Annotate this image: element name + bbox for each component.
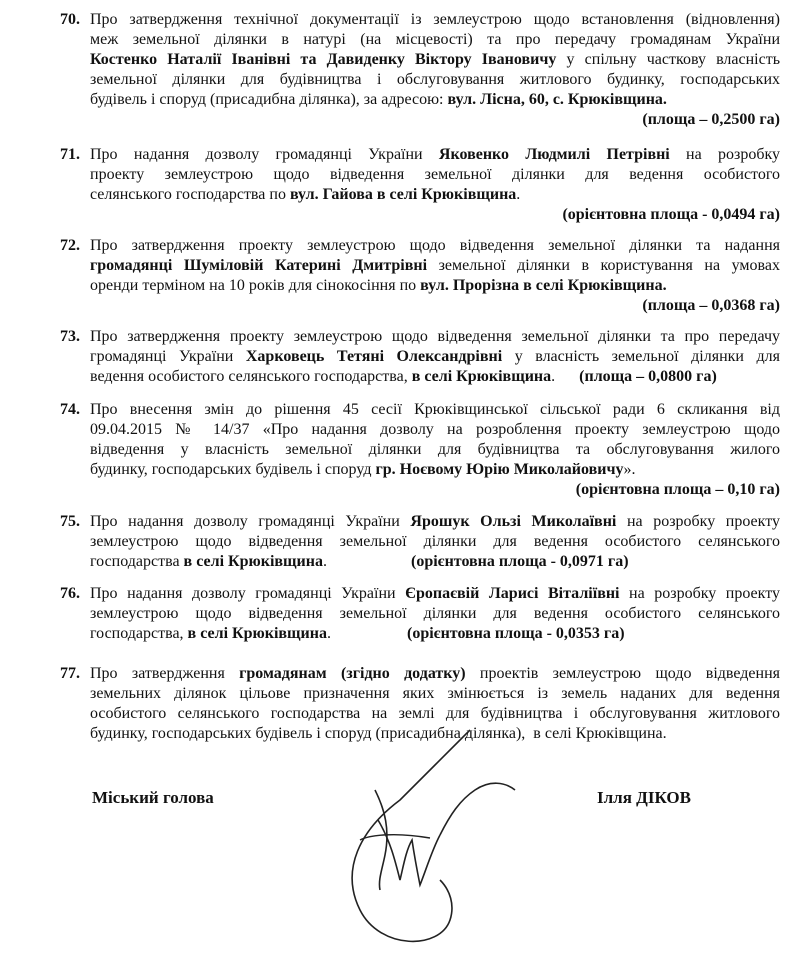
item-text-line	[60, 512, 780, 532]
item-text-line	[60, 684, 780, 704]
item-text-line	[60, 552, 780, 572]
bold-text: в селі Крюківщина	[411, 368, 552, 385]
area-value: (орієнтовна площа – 0,10 га)	[575, 481, 780, 498]
item-text-line	[60, 70, 780, 90]
item-text-line	[60, 532, 780, 552]
item-text-line	[60, 276, 780, 296]
text: на розробку проекту	[619, 585, 781, 602]
item-text-line	[60, 400, 780, 420]
item-text-line	[60, 30, 780, 50]
text: Про надання дозволу громадянці України	[90, 513, 411, 530]
bold-text: (площа – 0,0800 га)	[579, 368, 717, 385]
item-text-line	[60, 367, 780, 387]
text: Про затвердження	[90, 665, 240, 682]
item-number: 70.	[60, 11, 80, 28]
decision-item	[60, 145, 780, 225]
text: .	[322, 553, 411, 570]
bold-text: громадянці Шуміловій Катерині Дмитрівні	[90, 257, 428, 274]
text: земельних ділянок цільове призначення яких змінюється із земель наданих для ведення	[90, 685, 780, 702]
text: меж земельної ділянки в натурі (на місцевості) та про передачу громадянам України	[90, 31, 780, 48]
text: Про внесення змін до рішення 45 сесії Крюківщинської сільської ради 6 скликання від	[90, 401, 780, 418]
text: на розробку проекту	[616, 513, 781, 530]
text: Про затвердження технічної документації із землеустрою щодо встановлення (відновлення)	[90, 11, 780, 28]
signatory-position: Міський голова	[92, 788, 214, 807]
item-text-line	[60, 327, 780, 347]
item-number: 72.	[60, 237, 80, 254]
decision-item	[60, 512, 780, 572]
text: оренди терміном на 10 років для сінокосіння по	[90, 277, 421, 294]
decision-item	[60, 327, 780, 387]
text: у власність земельної ділянки для	[502, 348, 780, 365]
text: будинку, господарських будівель і споруд (присадибна ділянка), в селі Крюківщина.	[90, 725, 667, 742]
text: .	[516, 186, 521, 203]
text: ».	[623, 461, 636, 478]
area-value: (площа – 0,0368 га)	[642, 297, 780, 314]
area-value: (площа – 0,2500 га)	[642, 111, 780, 128]
text: Про надання дозволу громадянці України	[90, 146, 439, 163]
bold-text: Костенко Наталії Іванівні та Давиденку Віктору Івановичу	[90, 51, 557, 68]
item-text-line	[60, 145, 780, 165]
text: на розробку	[669, 146, 781, 163]
decision-item	[60, 10, 780, 130]
item-number: 76.	[60, 585, 80, 602]
decision-item	[60, 236, 780, 316]
signatory-name: Ілля ДІКОВ	[597, 788, 691, 807]
item-text-line	[60, 460, 780, 480]
text: Про затвердження проекту землеустрою щодо відведення земельної ділянки та надання	[90, 237, 780, 254]
item-text-line	[60, 185, 780, 205]
item-text-line	[60, 90, 780, 110]
text: .	[326, 625, 407, 642]
item-text-line	[60, 584, 780, 604]
item-text-line	[60, 420, 780, 440]
item-text-line	[60, 347, 780, 367]
bold-text: громадянам (згідно додатку)	[239, 665, 466, 682]
bold-text: Ярошук Ользі Миколаївні	[410, 513, 617, 530]
text: землеустрою щодо відведення земельної ділянки для ведення особистого селянського	[90, 605, 780, 622]
text: ведення особистого селянського господарства,	[90, 368, 412, 385]
text: .	[551, 368, 580, 385]
item-text-line	[60, 440, 780, 460]
item-text-line	[60, 604, 780, 624]
text: особистого селянського господарства на землі для будівництва і обслуговування житлового	[90, 705, 780, 722]
text: 09.04.2015 № 14/37 «Про надання дозволу на розроблення проекту землеустрою щодо	[90, 421, 780, 438]
item-text-line	[60, 664, 780, 684]
item-text-line	[60, 50, 780, 70]
bold-text: (орієнтовна площа - 0,0971 га)	[410, 553, 629, 570]
text: будівель і споруд (присадибна ділянка), за адресою:	[90, 91, 448, 108]
text: Про затвердження проекту землеустрою щодо відведення земельної ділянки та про передачу	[90, 328, 780, 345]
item-text-line	[60, 10, 780, 30]
text: проекту землеустрою щодо відведення земельної ділянки для ведення особистого	[90, 166, 780, 183]
item-number: 71.	[60, 146, 80, 163]
bold-text: Єропаєвій Ларисі Віталіївні	[405, 585, 620, 602]
item-number: 77.	[60, 665, 80, 682]
decision-item	[60, 584, 780, 644]
decision-item	[60, 400, 780, 500]
text: будинку, господарських будівель і споруд	[90, 461, 376, 478]
item-text-line	[60, 165, 780, 185]
bold-text: в селі Крюківщина	[183, 553, 323, 570]
item-text-line	[60, 256, 780, 276]
text: селянського господарства по	[90, 186, 290, 203]
text: земельної ділянки в користування на умовах	[427, 257, 780, 274]
text: господарства	[90, 553, 184, 570]
bold-text: Яковенко Людмилі Петрівні	[438, 146, 670, 163]
item-text-line	[60, 624, 780, 644]
area-value: (орієнтовна площа - 0,0494 га)	[562, 206, 780, 223]
text: громадянці України	[90, 348, 246, 365]
bold-text: вул. Лісна, 60, с. Крюківщина.	[447, 91, 667, 108]
item-number: 73.	[60, 328, 80, 345]
text: проектів землеустрою щодо відведення	[465, 665, 781, 682]
bold-text: Харковець Тетяні Олександрівні	[245, 348, 503, 365]
bold-text: вул. Прорізна в селі Крюківщина.	[420, 277, 667, 294]
text: відведення у власність земельної ділянки для будівництва та обслуговування жилого	[90, 441, 780, 458]
item-number: 75.	[60, 513, 80, 530]
text: земельної ділянки для будівництва і обслуговування житлового будинку, господарських	[90, 71, 780, 88]
bold-text: вул. Гайова в селі Крюківщина	[289, 186, 517, 203]
text: у спільну часткову власність	[556, 51, 781, 68]
text: господарства,	[90, 625, 188, 642]
bold-text: гр. Ноєвому Юрію Миколайовичу	[375, 461, 624, 478]
item-number: 74.	[60, 401, 80, 418]
bold-text: (орієнтовна площа - 0,0353 га)	[406, 625, 625, 642]
text: Про надання дозволу громадянці України	[90, 585, 406, 602]
text: землеустрою щодо відведення земельної ділянки для ведення особистого селянського	[90, 533, 780, 550]
bold-text: в селі Крюківщина	[187, 625, 327, 642]
item-text-line	[60, 236, 780, 256]
handwritten-signature	[300, 720, 530, 960]
